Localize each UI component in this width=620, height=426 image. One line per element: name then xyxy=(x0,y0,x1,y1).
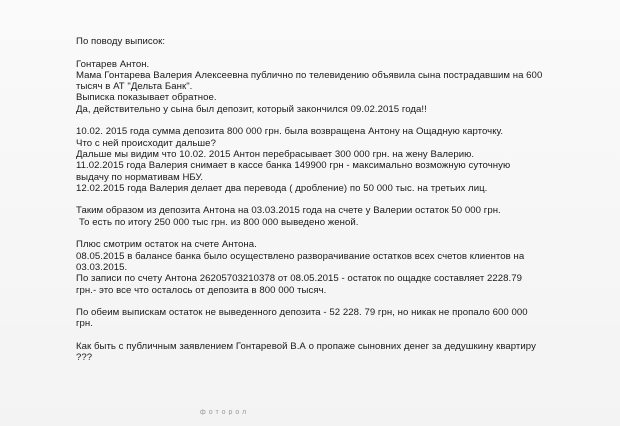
text-line: 12.02.2015 года Валерия делает два перевода ( дробление) по 50 000 тыс. на третьих лиц. xyxy=(76,182,488,194)
text-line: Да, действительно у сына был депозит, который закончился 09.02.2015 года!! xyxy=(76,103,427,115)
text-line: По обеим выпискам остаток не выведенного депозита - 52 228. 79 грн, но никак не пропало 600 000 xyxy=(76,307,528,319)
paragraph-gap xyxy=(76,194,596,205)
text-line: выдачу по нормативам НБУ. xyxy=(76,171,204,183)
text-line: То есть по итогу 250 000 тыс грн. из 800 000 выведено женой. xyxy=(79,216,359,228)
text-line: грн. xyxy=(76,318,93,330)
text-line: По записи по счету Антона 26205703210378 от 08.05.2015 - остаток по ощадке составляет 2228.79 xyxy=(76,273,523,285)
text-line: грн.- это все что осталось от депозита в 800 000 тысяч. xyxy=(76,284,327,296)
text-line: ??? xyxy=(76,352,93,364)
document-heading: По поводу выписок: xyxy=(76,36,166,47)
text-line: Как быть с публичным заявлением Гонтаревой В.А о пропаже сыновних денег за дедушкину квартиру xyxy=(76,341,536,353)
text-line: Плюс смотрим остаток на счете Антона. xyxy=(76,239,257,251)
paragraph-gap xyxy=(76,47,596,58)
text-line: 03.03.2015. xyxy=(76,261,128,273)
text-line: Дальше мы видим что 10.02. 2015 Антон перебрасывает 300 000 грн. на жену Валерию. xyxy=(76,148,475,160)
text-line: Выписка показывает обратное. xyxy=(76,92,217,104)
text-line: тысяч в АТ "Дельта Банк". xyxy=(76,81,193,93)
paragraph-gap xyxy=(76,228,596,239)
text-line: Мама Гонтарева Валерия Алексеевна публично по телевидению объявила сына пострадавшим на 600 xyxy=(76,69,543,81)
text-line: Таким образом из депозита Антона на 03.03.2015 года на счете у Валерии остаток 50 000 грн. xyxy=(76,205,501,217)
paragraph-gap xyxy=(76,330,596,341)
text-line: 08.05.2015 в балансе банка было осуществлено разворачивание остатков всех счетов клиентов на xyxy=(76,250,525,262)
text-line: 11.02.2015 года Валерия снимает в кассе банка 149900 грн - максимально возможную суточную xyxy=(76,160,511,172)
text-line: 10.02. 2015 года сумма депозита 800 000 грн. была возвращена Антону на Ощадную карточку. xyxy=(76,126,504,138)
text-line: Что с ней происходит дальше? xyxy=(76,137,216,149)
text-line: Гонтарев Антон. xyxy=(76,58,150,70)
document-body xyxy=(76,36,596,364)
paragraph-gap xyxy=(76,296,596,307)
cut-off-text-fragment: фоторол xyxy=(200,409,250,415)
paragraph-gap xyxy=(76,115,596,126)
